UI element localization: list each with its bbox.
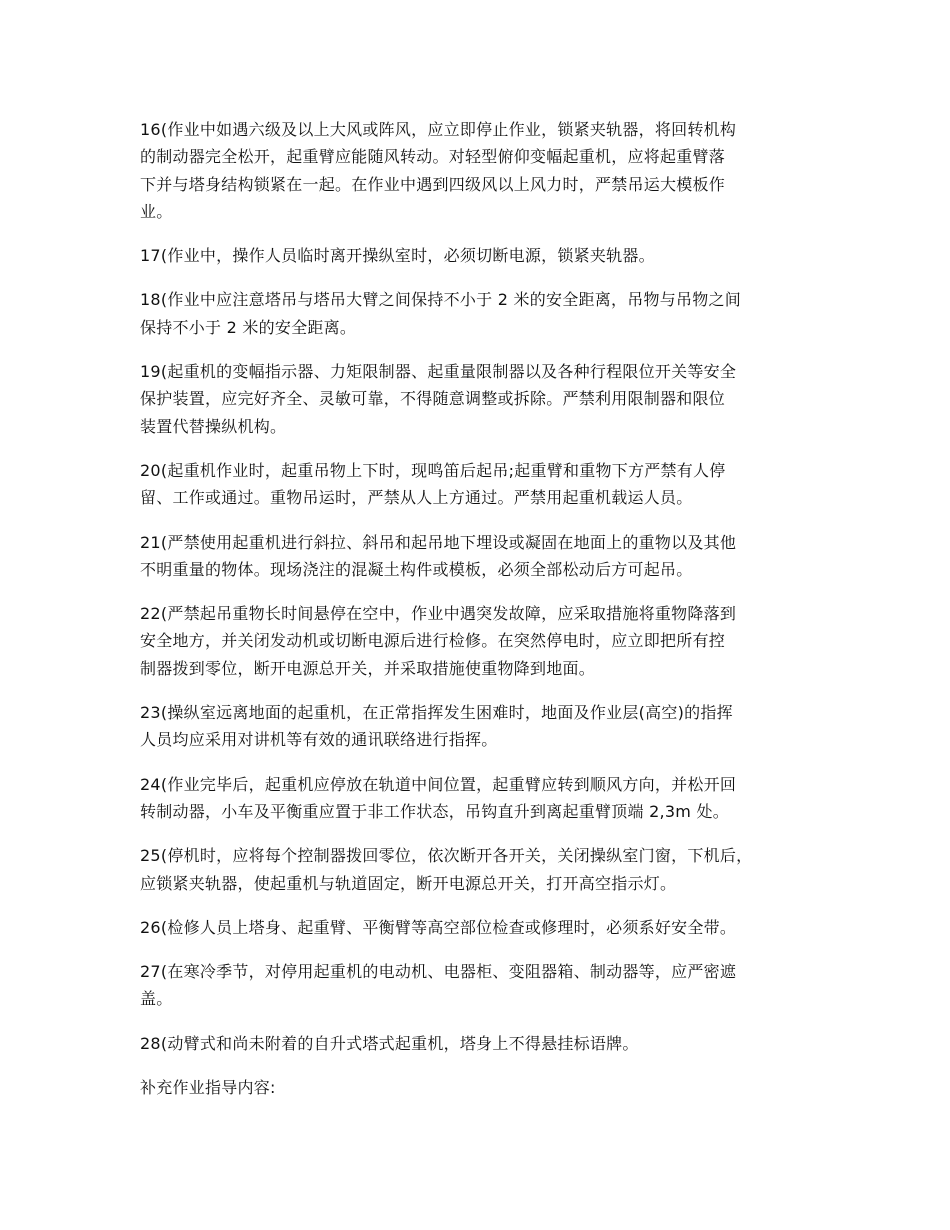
paragraph-21: 21(严禁使用起重机进行斜拉、斜吊和起吊地下埋设或凝固在地面上的重物以及其他 不明重量的物体。现场浇注的混凝土构件或模板，必须全部松动后方可起吊。	[140, 532, 737, 579]
paragraph-27: 27(在寒冷季节，对停用起重机的电动机、电器柜、变阻器箱、制动器等，应严密遮 盖。	[140, 962, 737, 1009]
paragraph-24: 24(作业完毕后，起重机应停放在轨道中间位置，起重臂应转到顺风方向，并松开回 转制动器，小车及平衡重应置于非工作状态，吊钩直升到离起重臂顶端 2,3m 处。	[140, 774, 737, 821]
supplementary-heading: 补充作业指导内容:	[140, 1078, 276, 1098]
paragraph-22: 22(严禁起吊重物长时间悬停在空中，作业中遇突发故障，应采取措施将重物降落到 安全地方，并关闭发动机或切断电源后进行检修。在突然停电时，应立即把所有控 制器拨到零位，断开电源总开关，并采取措施使重物降到地面。	[140, 604, 737, 678]
paragraph-25: 25(停机时，应将每个控制器拨回零位，依次断开各开关，关闭操纵室门窗，下机后， 应锁紧夹轨器，使起重机与轨道固定，断开电源总开关，打开高空指示灯。	[140, 846, 753, 893]
paragraph-28: 28(动臂式和尚未附着的自升式塔式起重机，塔身上不得悬挂标语牌。	[140, 1033, 639, 1053]
paragraph-20: 20(起重机作业时，起重吊物上下时，现鸣笛后起吊;起重臂和重物下方严禁有人停 留、工作或通过。重物吊运时，严禁从人上方通过。严禁用起重机载运人员。	[140, 460, 726, 508]
paragraph-16: 16(作业中如遇六级及以上大风或阵风，应立即停止作业，锁紧夹轨器，将回转机构 的制动器完全松开，起重臂应能随风转动。对轻型俯仰变幅起重机，应将起重臂落 下并与塔身结构锁紧在一起。在作业中遇到四级风以上风力时，严禁吊运大模板作 业。	[140, 120, 737, 221]
paragraph-26: 26(检修人员上塔身、起重臂、平衡臂等高空部位检查或修理时，必须系好安全带。	[140, 917, 737, 937]
paragraph-23: 23(操纵室远离地面的起重机，在正常指挥发生困难时，地面及作业层(高空)的指挥 人员均应采用对讲机等有效的通讯联络进行指挥。	[140, 703, 733, 750]
paragraph-17: 17(作业中，操作人员临时离开操纵室时，必须切断电源，锁紧夹轨器。	[140, 246, 655, 266]
paragraph-19: 19(起重机的变幅指示器、力矩限制器、起重量限制器以及各种行程限位开关等安全 保护装置，应完好齐全、灵敏可靠，不得随意调整或拆除。严禁利用限制器和限位 装置代替操纵机构。	[140, 362, 737, 436]
paragraph-18: 18(作业中应注意塔吊与塔吊大臂之间保持不小于 2 米的安全距离，吊物与吊物之间 保持不小于 2 米的安全距离。	[140, 290, 741, 337]
